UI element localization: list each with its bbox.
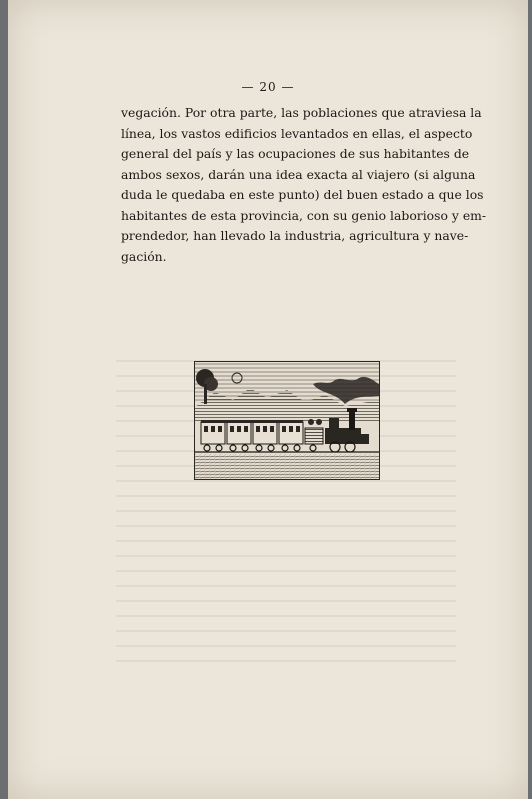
text-line: prendedor, han llevado la industria, agricultura y nave- [121,228,469,243]
page-number: — 20 — [241,80,295,94]
steam-train-engraving [194,361,380,480]
text-line: vegación. Por otra parte, las poblaciones que atraviesa la [121,105,482,120]
text-line: duda le quedaba en este punto) del buen estado a que los [121,187,484,202]
text-line: ambos sexos, darán una idea exacta al viajero (si alguna [121,166,476,182]
text-line: gación. [121,248,167,264]
document-page [8,0,528,799]
body-paragraph [121,103,487,267]
text-line: general del país y las ocupaciones de sus habitantes de [121,146,470,161]
text-line: línea, los vastos edificios levantados en ellas, el aspecto [121,125,473,141]
text-line: habitantes de esta provincia, con su genio laborioso y em- [121,207,487,223]
